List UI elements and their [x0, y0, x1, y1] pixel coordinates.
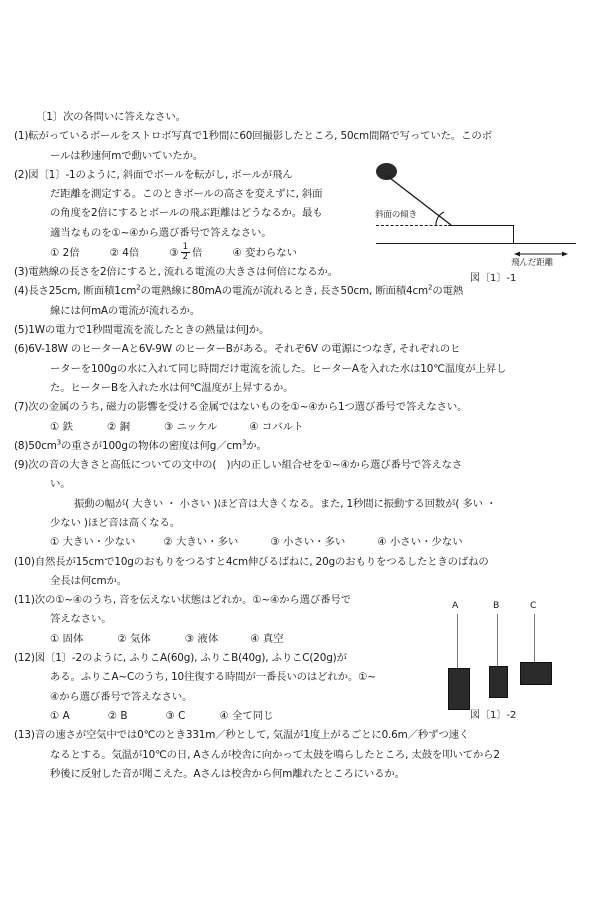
pendulum-b-label: B — [493, 600, 500, 611]
question-12-line-1: (12)図〔1〕-2のように, ふりこA(60g), ふりこB(40g), ふりこC(20g)が — [14, 652, 347, 665]
choice-11-2[interactable]: ② 気体 — [117, 632, 151, 645]
pendulum-c-bob — [520, 662, 552, 685]
choice-12-2[interactable]: ② B — [107, 709, 128, 722]
question-9-body-1: 振動の幅が( 大きい ・ 小さい )ほど音は大きくなる。また, 1秒間に振動する回数が( 多い ・ — [74, 497, 497, 510]
question-2-line-4: 適当なものを①~④から選び番号で答えなさい。 — [50, 226, 272, 239]
choice-2-1[interactable]: ① 2倍 — [50, 246, 80, 259]
fraction-one-half — [181, 243, 190, 262]
question-11-line-2: 答えなさい。 — [50, 613, 112, 626]
choice-12-3[interactable]: ③ C — [165, 709, 186, 722]
question-10-line-1: (10)自然長が15cmで10gのおもりをつるすと4cm伸びるばねに, 20gのおもりをつるしたときのばねの — [14, 555, 489, 568]
choice-11-4[interactable]: ④ 真空 — [250, 632, 284, 645]
question-11-line-1: (11)次の①~④のうち, 音を伝えない状態はどれか。①~④から選び番号で — [14, 594, 351, 607]
question-12-line-3: ④から選び番号で答えなさい。 — [50, 690, 193, 703]
question-9-body-2: 少ない )ほど音は高くなる。 — [50, 517, 180, 529]
choice-7-3[interactable]: ③ ニッケル — [164, 420, 218, 433]
figure-ramp-diagram — [352, 158, 590, 270]
question-2-line-1: (2)図〔1〕-1のように, 斜面でボールを転がし, ボールが飛ん — [14, 168, 293, 181]
question-4-line-1: (4)長さ25cm, 断面積$1cm^2$の電熱線に80mAの電流が流れるとき, 長さ50cm, 断面積$4cm^2$の電熱 — [14, 283, 464, 298]
question-1-line-1: (1)転がっているボールをストロボ写真で1秒間に60回撮影したところ, 50cm間隔で写っていた。このボ — [14, 130, 492, 143]
choice-7-4[interactable]: ④ コバルト — [249, 420, 304, 433]
choice-2-2[interactable]: ② 4倍 — [109, 246, 140, 259]
question-4-line-2: 線には何mAの電流が流れるか。 — [50, 304, 201, 317]
choice-9-4[interactable]: ④ 小さい・少ない — [377, 536, 463, 549]
choice-12-1[interactable]: ① A — [50, 709, 70, 722]
table-top-line — [448, 225, 514, 226]
question-3-line-1: (3)電熱線の長さを2倍にすると, 流れる電流の大きさは何倍になるか。 — [14, 266, 339, 279]
choice-7-2[interactable]: ② 銅 — [107, 420, 131, 433]
question-9-line-2: い。 — [50, 478, 71, 491]
question-10-line-2: 全長は何cmか。 — [50, 574, 127, 587]
question-13-line-2: なるとする。気温が10℃の日, Aさんが校舎に向かって太鼓を鳴らしたところ, 太鼓を叩いてから2 — [50, 748, 500, 761]
pendulum-a-label: A — [452, 600, 459, 611]
question-8-line-1: $(8)50cm^3$の重さが100gの物体の密度は何$g/cm^3$か。 — [14, 438, 267, 452]
question-2-line-3: の角度を2倍にするとボールの飛ぶ距離はどうなるか。最も — [50, 207, 323, 220]
question-9-line-1: (9)次の音の大きさと高低についての文中の( )内の正しい組合せを①~④から選び番号で答えなさ — [14, 459, 463, 472]
pendulum-a-bob — [448, 668, 470, 710]
angle-arc-icon — [434, 210, 456, 227]
fraction-denominator: 2 — [182, 251, 189, 262]
choice-7-1[interactable]: ① 鉄 — [50, 420, 74, 433]
pendulum-c-string — [534, 614, 535, 664]
choice-9-2[interactable]: ② 大きい・多い — [163, 536, 239, 549]
question-5-line-1: (5)1Wの電力で1秒間電流を流したときの熱量は何Jか。 — [14, 324, 270, 337]
question-12-line-2: ある。ふりこA~Cのうち, 10往復する時間が一番長いのはどれか。①~ — [50, 671, 376, 684]
question-1-line-2: ールは秒速何mで動いていたか。 — [50, 149, 204, 162]
choice-9-1[interactable]: ① 大きい・少ない — [50, 536, 136, 549]
pendulum-b-string — [497, 614, 498, 668]
choice-9-3[interactable]: ③ 小さい・多い — [270, 536, 346, 549]
choice-11-3[interactable]: ③ 液体 — [184, 632, 219, 645]
choice-2-3[interactable]: ③ $\frac{1}{2}$ 倍 — [169, 242, 203, 262]
question-6-line-3: た。ヒーターBを入れた水は何℃温度が上昇するか。 — [50, 381, 294, 394]
question-7-choices — [14, 418, 586, 437]
slope-angle-label: 斜面の傾き — [375, 210, 417, 220]
fraction-numerator: 1 — [182, 242, 189, 253]
choice-12-4[interactable]: ④ 全て同じ — [219, 709, 274, 722]
figure-1-caption: 図〔1〕-1 — [470, 273, 517, 284]
pendulum-b-bob — [489, 666, 508, 698]
choice-2-4[interactable]: ④ 変わらない — [232, 246, 298, 259]
figure-pendulum-diagram — [448, 600, 588, 708]
table-edge-line — [513, 225, 514, 244]
figure-2-caption: 図〔1〕-2 — [470, 710, 517, 721]
flight-distance-label: 飛んだ距離 — [511, 258, 553, 268]
question-13-line-1: (13)音の速さが空気中では0℃のとき331m／秒として, 気温が1度上がるごとに0.6m／秒ずつ速く — [14, 729, 470, 742]
question-13-line-3: 秒後に反射した音が聞こえた。Aさんは校舎から何m離れたところにいるか。 — [50, 767, 405, 780]
question-9-choices — [14, 533, 586, 552]
question-6-line-2: ーターを100gの水に入れて同じ時間だけ電流を流した。ヒーターAを入れた水は10℃温度が上昇し — [50, 362, 507, 375]
ground-line — [376, 243, 576, 244]
question-6-line-1: (6)6V-18W のヒーターAと6V-9W のヒーターBがある。それぞ6V の電源につなぎ, それぞれのヒ — [14, 343, 461, 356]
pendulum-a-string — [457, 614, 458, 670]
question-2-line-2: だ距離を測定する。このときボールの高さを変えずに, 斜面 — [50, 188, 323, 201]
pendulum-c-label: C — [530, 600, 537, 611]
section-header: 〔1〕次の各問いに答えなさい。 — [36, 111, 186, 123]
choice-11-1[interactable]: ① 固体 — [50, 632, 84, 645]
question-7-line-1: (7)次の金属のうち, 磁力の影響を受ける金属ではないものを①~④から1つ選び番号で答えなさい。 — [14, 401, 468, 414]
